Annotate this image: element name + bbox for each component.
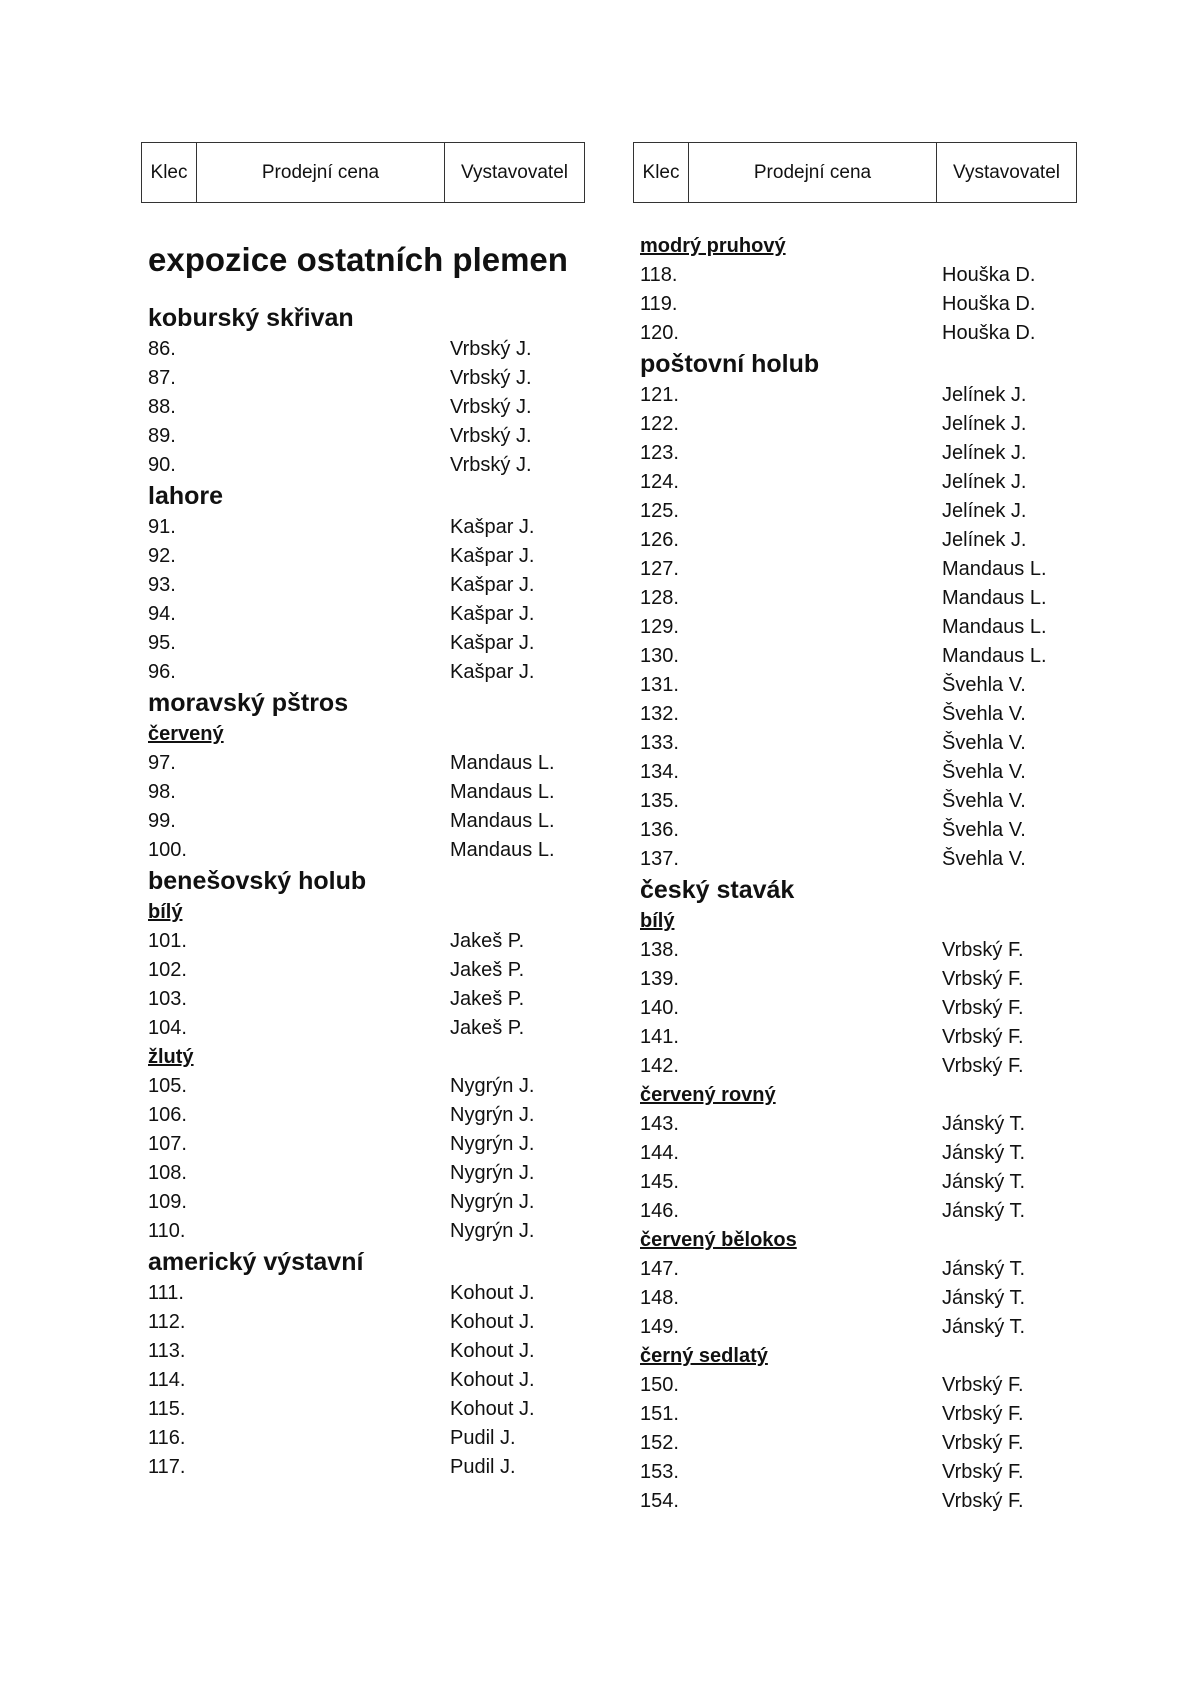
exhibitor-name: Vrbský F.	[942, 1374, 1024, 1396]
cage-number: 126.	[640, 529, 679, 551]
list-item	[640, 816, 1070, 845]
list-item	[640, 671, 1070, 700]
exhibitor-name: Jelínek J.	[942, 442, 1027, 464]
list-item	[640, 410, 1070, 439]
cage-number: 141.	[640, 1026, 679, 1048]
list-item	[148, 1366, 578, 1395]
entry-list	[148, 302, 578, 1482]
exhibitor-name: Kohout J.	[450, 1282, 535, 1304]
list-item	[148, 1130, 578, 1159]
list-item	[640, 526, 1070, 555]
variety-heading: černý sedlatý	[640, 1345, 768, 1367]
list-item	[640, 290, 1070, 319]
header-klec: Klec	[642, 161, 680, 183]
cage-number: 88.	[148, 396, 176, 418]
exhibitor-name: Kohout J.	[450, 1311, 535, 1333]
exhibitor-name: Kohout J.	[450, 1398, 535, 1420]
list-item	[640, 1400, 1070, 1429]
list-item	[640, 1168, 1070, 1197]
cage-number: 100.	[148, 839, 187, 861]
column-left	[148, 232, 578, 1482]
list-item	[640, 1284, 1070, 1313]
exhibitor-name: Pudil J.	[450, 1456, 516, 1478]
cage-number: 108.	[148, 1162, 187, 1184]
exhibitor-name: Vrbský F.	[942, 968, 1024, 990]
exhibitor-name: Vrbský J.	[450, 338, 532, 360]
exhibitor-name: Jánský T.	[942, 1171, 1025, 1193]
exhibitor-name: Vrbský J.	[450, 454, 532, 476]
exhibitor-name: Nygrýn J.	[450, 1133, 535, 1155]
cage-number: 105.	[148, 1075, 187, 1097]
cage-number: 114.	[148, 1369, 186, 1391]
list-item	[640, 319, 1070, 348]
list-item	[148, 422, 578, 451]
cage-number: 140.	[640, 997, 679, 1019]
page-title: expozice ostatních plemen	[148, 241, 568, 278]
column-right	[640, 232, 1070, 1516]
cage-number: 150.	[640, 1374, 679, 1396]
exhibitor-name: Nygrýn J.	[450, 1191, 535, 1213]
exhibitor-name: Jakeš P.	[450, 959, 525, 981]
exhibitor-name: Mandaus L.	[942, 558, 1047, 580]
cage-number: 113.	[148, 1340, 186, 1362]
cage-number: 102.	[148, 959, 187, 981]
cage-number: 95.	[148, 632, 176, 654]
list-item	[148, 1424, 578, 1453]
exhibitor-name: Mandaus L.	[942, 645, 1047, 667]
exhibitor-name: Kašpar J.	[450, 574, 535, 596]
list-item	[640, 439, 1070, 468]
header-prodejni-cena: Prodejní cena	[196, 143, 444, 202]
header-klec: Klec	[150, 161, 188, 183]
cage-number: 92.	[148, 545, 176, 567]
exhibitor-name: Kašpar J.	[450, 603, 535, 625]
exhibitor-name: Švehla V.	[942, 732, 1026, 754]
list-item	[148, 1101, 578, 1130]
list-item	[148, 542, 578, 571]
list-item	[640, 1458, 1070, 1487]
cage-number: 98.	[148, 781, 176, 803]
exhibitor-name: Vrbský F.	[942, 1461, 1024, 1483]
exhibitor-name: Jelínek J.	[942, 500, 1027, 522]
cage-number: 99.	[148, 810, 176, 832]
variety-heading: červený rovný	[640, 1084, 776, 1106]
list-item	[148, 927, 578, 956]
exhibitor-name: Jakeš P.	[450, 1017, 525, 1039]
list-item	[640, 584, 1070, 613]
list-item	[148, 956, 578, 985]
cage-number: 125.	[640, 500, 679, 522]
list-item	[640, 1023, 1070, 1052]
exhibitor-name: Mandaus L.	[450, 839, 555, 861]
cage-number: 151.	[640, 1403, 679, 1425]
cage-number: 138.	[640, 939, 679, 961]
cage-number: 145.	[640, 1171, 679, 1193]
list-item	[148, 1188, 578, 1217]
exhibitor-name: Mandaus L.	[450, 781, 555, 803]
cage-number: 129.	[640, 616, 679, 638]
exhibitor-name: Nygrýn J.	[450, 1075, 535, 1097]
list-item	[148, 571, 578, 600]
exhibitor-name: Nygrýn J.	[450, 1220, 535, 1242]
exhibitor-name: Švehla V.	[942, 819, 1026, 841]
exhibitor-name: Jánský T.	[942, 1258, 1025, 1280]
exhibitor-name: Kohout J.	[450, 1340, 535, 1362]
cage-number: 107.	[148, 1133, 187, 1155]
exhibitor-name: Kašpar J.	[450, 632, 535, 654]
exhibitor-name: Jelínek J.	[942, 471, 1027, 493]
exhibitor-name: Švehla V.	[942, 761, 1026, 783]
cage-number: 116.	[148, 1427, 186, 1449]
list-item	[640, 642, 1070, 671]
cage-number: 118.	[640, 264, 678, 286]
cage-number: 143.	[640, 1113, 679, 1135]
breed-heading: poštovní holub	[640, 350, 820, 378]
exhibitor-name: Švehla V.	[942, 790, 1026, 812]
cage-number: 134.	[640, 761, 679, 783]
exhibitor-name: Vrbský F.	[942, 1026, 1024, 1048]
cage-number: 87.	[148, 367, 176, 389]
cage-number: 130.	[640, 645, 679, 667]
list-item	[148, 1453, 578, 1482]
list-item	[640, 613, 1070, 642]
list-item	[148, 600, 578, 629]
variety-heading: červený bělokos	[640, 1229, 797, 1251]
list-item	[640, 468, 1070, 497]
list-item	[148, 1014, 578, 1043]
list-item	[148, 629, 578, 658]
list-item	[640, 1313, 1070, 1342]
cage-number: 132.	[640, 703, 679, 725]
exhibitor-name: Jánský T.	[942, 1113, 1025, 1135]
list-item	[640, 1487, 1070, 1516]
variety-heading: modrý pruhový	[640, 235, 786, 257]
cage-number: 104.	[148, 1017, 187, 1039]
list-item	[148, 451, 578, 480]
cage-number: 120.	[640, 322, 679, 344]
cage-number: 103.	[148, 988, 187, 1010]
header-vystavovatel: Vystavovatel	[936, 143, 1076, 202]
exhibitor-name: Vrbský J.	[450, 367, 532, 389]
list-item	[148, 985, 578, 1014]
exhibitor-name: Kašpar J.	[450, 545, 535, 567]
exhibitor-name: Kašpar J.	[450, 661, 535, 683]
cage-number: 106.	[148, 1104, 187, 1126]
list-item	[148, 1217, 578, 1246]
list-item	[640, 729, 1070, 758]
exhibitor-name: Vrbský F.	[942, 1055, 1024, 1077]
exhibitor-name: Houška D.	[942, 322, 1036, 344]
list-item	[640, 1052, 1070, 1081]
exhibitor-name: Švehla V.	[942, 703, 1026, 725]
cage-number: 144.	[640, 1142, 679, 1164]
cage-number: 123.	[640, 442, 679, 464]
list-item	[148, 513, 578, 542]
exhibitor-name: Jelínek J.	[942, 413, 1027, 435]
list-item	[640, 1110, 1070, 1139]
exhibitor-name: Pudil J.	[450, 1427, 516, 1449]
list-item	[148, 335, 578, 364]
exhibitor-name: Jánský T.	[942, 1142, 1025, 1164]
cage-number: 115.	[148, 1398, 186, 1420]
exhibitor-name: Vrbský J.	[450, 425, 532, 447]
cage-number: 127.	[640, 558, 679, 580]
list-item	[640, 261, 1070, 290]
list-item	[640, 758, 1070, 787]
exhibitor-name: Vrbský F.	[942, 939, 1024, 961]
cage-number: 109.	[148, 1191, 187, 1213]
cage-number: 110.	[148, 1220, 186, 1242]
cage-number: 89.	[148, 425, 176, 447]
cage-number: 136.	[640, 819, 679, 841]
exhibitor-name: Mandaus L.	[942, 616, 1047, 638]
cage-number: 154.	[640, 1490, 679, 1512]
cage-number: 137.	[640, 848, 679, 870]
cage-number: 91.	[148, 516, 176, 538]
exhibitor-name: Jánský T.	[942, 1287, 1025, 1309]
list-item	[148, 1308, 578, 1337]
list-item	[640, 497, 1070, 526]
cage-number: 131.	[640, 674, 679, 696]
cage-number: 101.	[148, 930, 187, 952]
list-item	[148, 393, 578, 422]
cage-number: 148.	[640, 1287, 679, 1309]
exhibitor-name: Kohout J.	[450, 1369, 535, 1391]
cage-number: 139.	[640, 968, 679, 990]
list-item	[640, 994, 1070, 1023]
exhibitor-name: Vrbský J.	[450, 396, 532, 418]
header-vystavovatel: Vystavovatel	[444, 143, 584, 202]
cage-number: 117.	[148, 1456, 186, 1478]
list-item	[640, 1255, 1070, 1284]
list-item	[640, 845, 1070, 874]
cage-number: 97.	[148, 752, 176, 774]
list-item	[640, 1139, 1070, 1168]
breed-heading: moravský pštros	[148, 689, 349, 717]
variety-heading: žlutý	[148, 1046, 194, 1068]
exhibitor-name: Jakeš P.	[450, 930, 525, 952]
entry-list	[640, 232, 1070, 1516]
variety-heading: červený	[148, 723, 224, 745]
breed-heading: koburský skřivan	[148, 304, 354, 332]
list-item	[148, 364, 578, 393]
exhibitor-name: Kašpar J.	[450, 516, 535, 538]
list-item	[640, 936, 1070, 965]
list-item	[640, 1371, 1070, 1400]
exhibitor-name: Vrbský F.	[942, 1432, 1024, 1454]
table-header-right	[633, 142, 1077, 203]
list-item	[148, 749, 578, 778]
list-item	[148, 1337, 578, 1366]
cage-number: 121.	[640, 384, 679, 406]
cage-number: 94.	[148, 603, 176, 625]
cage-number: 135.	[640, 790, 679, 812]
variety-heading: bílý	[640, 910, 675, 932]
cage-number: 112.	[148, 1311, 186, 1333]
cage-number: 124.	[640, 471, 679, 493]
list-item	[148, 1395, 578, 1424]
exhibitor-name: Vrbský F.	[942, 1490, 1024, 1512]
list-item	[640, 1429, 1070, 1458]
cage-number: 90.	[148, 454, 176, 476]
cage-number: 147.	[640, 1258, 679, 1280]
exhibitor-name: Mandaus L.	[450, 810, 555, 832]
cage-number: 153.	[640, 1461, 679, 1483]
list-item	[148, 807, 578, 836]
cage-number: 149.	[640, 1316, 679, 1338]
list-item	[148, 1159, 578, 1188]
list-item	[640, 381, 1070, 410]
variety-heading: bílý	[148, 901, 183, 923]
exhibitor-name: Nygrýn J.	[450, 1104, 535, 1126]
cage-number: 122.	[640, 413, 679, 435]
header-prodejni-cena: Prodejní cena	[688, 143, 936, 202]
list-item	[148, 836, 578, 865]
breed-heading: český stavák	[640, 876, 795, 904]
list-item	[640, 1197, 1070, 1226]
cage-number: 111.	[148, 1282, 184, 1304]
cage-number: 133.	[640, 732, 679, 754]
cage-number: 146.	[640, 1200, 679, 1222]
breed-heading: lahore	[148, 482, 224, 510]
exhibitor-name: Jelínek J.	[942, 529, 1027, 551]
exhibitor-name: Vrbský F.	[942, 997, 1024, 1019]
list-item	[640, 555, 1070, 584]
list-item	[148, 658, 578, 687]
list-item	[640, 787, 1070, 816]
exhibitor-name: Švehla V.	[942, 848, 1026, 870]
breed-heading: americký výstavní	[148, 1248, 364, 1276]
breed-heading: benešovský holub	[148, 867, 367, 895]
exhibitor-name: Nygrýn J.	[450, 1162, 535, 1184]
list-item	[148, 1279, 578, 1308]
cage-number: 152.	[640, 1432, 679, 1454]
cage-number: 128.	[640, 587, 679, 609]
cage-number: 96.	[148, 661, 176, 683]
cage-number: 93.	[148, 574, 176, 596]
exhibitor-name: Jánský T.	[942, 1200, 1025, 1222]
cage-number: 142.	[640, 1055, 679, 1077]
exhibitor-name: Jakeš P.	[450, 988, 525, 1010]
exhibitor-name: Švehla V.	[942, 674, 1026, 696]
exhibitor-name: Houška D.	[942, 293, 1036, 315]
exhibitor-name: Mandaus L.	[942, 587, 1047, 609]
exhibitor-name: Vrbský F.	[942, 1403, 1024, 1425]
exhibitor-name: Mandaus L.	[450, 752, 555, 774]
cage-number: 86.	[148, 338, 176, 360]
list-item	[640, 700, 1070, 729]
list-item	[148, 1072, 578, 1101]
list-item	[640, 965, 1070, 994]
exhibitor-name: Houška D.	[942, 264, 1036, 286]
cage-number: 119.	[640, 293, 678, 315]
exhibitor-name: Jánský T.	[942, 1316, 1025, 1338]
table-header-left	[141, 142, 585, 203]
exhibitor-name: Jelínek J.	[942, 384, 1027, 406]
list-item	[148, 778, 578, 807]
